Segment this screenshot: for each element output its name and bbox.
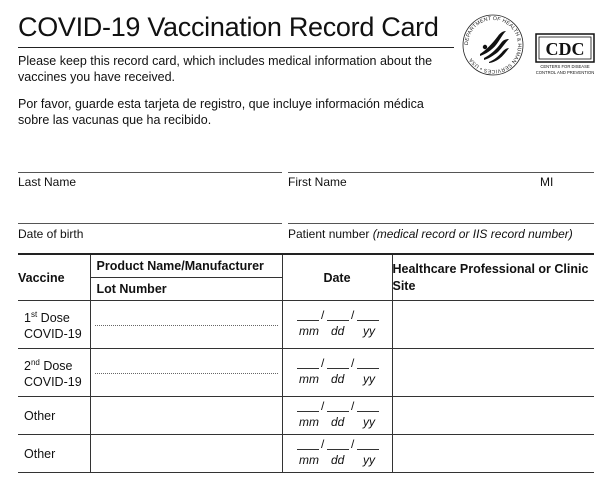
- vaccine-cell: Other: [18, 435, 90, 473]
- table-row: [18, 349, 594, 397]
- product-cell[interactable]: [90, 435, 282, 473]
- month-label: mm: [299, 324, 319, 338]
- product-cell[interactable]: [90, 349, 282, 397]
- hcp-cell[interactable]: [392, 435, 594, 473]
- intro-spanish: Por favor, guarde esta tarjeta de registro, que incluye información médica sobre las vacunas que ha recibido.: [18, 97, 424, 127]
- date-slash: /: [321, 399, 325, 413]
- hcp-cell[interactable]: [392, 349, 594, 397]
- date-slash: /: [351, 399, 355, 413]
- year-label: yy: [363, 415, 375, 429]
- dose-ordinal: 1: [24, 311, 31, 326]
- day-label: dd: [331, 324, 345, 338]
- date-entry[interactable]: [293, 306, 381, 340]
- date-slash: /: [351, 437, 355, 451]
- hhs-seal-text: DEPARTMENT OF HEALTH & HUMAN SERVICES • USA: [463, 15, 523, 75]
- date-slash: /: [321, 356, 325, 370]
- first-name-label: First Name: [288, 175, 347, 189]
- patient-number-line[interactable]: [288, 223, 594, 224]
- date-slash: /: [321, 308, 325, 322]
- lot-number-header-label: Lot Number: [96, 282, 167, 296]
- cdc-tagline-line2: CONTROL AND PREVENTION: [535, 70, 595, 75]
- dose-ordinal: 2: [24, 359, 31, 374]
- dob-line[interactable]: [18, 223, 282, 224]
- date-cell[interactable]: [282, 397, 392, 435]
- date-slash: /: [351, 308, 355, 322]
- product-cell[interactable]: [90, 397, 282, 435]
- vaccine-cell: [18, 349, 90, 397]
- title-divider: [18, 47, 454, 48]
- table-row: [18, 301, 594, 349]
- last-name-label: Last Name: [18, 175, 77, 189]
- patient-number-text: Patient number: [288, 227, 370, 241]
- dose-ordinal-suffix: nd: [30, 357, 40, 367]
- intro-english: Please keep this record card, which includes medical information about the vaccines you have received.: [18, 54, 433, 84]
- dose-label: Dose: [39, 359, 73, 374]
- middle-initial-label: MI: [540, 175, 554, 189]
- cdc-wordmark: CDC: [545, 39, 585, 59]
- patient-number-note: (medical record or IIS record number): [372, 227, 573, 241]
- date-slash: /: [321, 437, 325, 451]
- last-name-line[interactable]: [18, 172, 282, 173]
- vaccine-name: COVID-19: [24, 327, 82, 342]
- vaccine-cell: [18, 301, 90, 349]
- vaccine-column-header: Vaccine: [18, 254, 90, 301]
- patient-number-label: [288, 227, 573, 241]
- date-slash: /: [351, 356, 355, 370]
- year-label: yy: [363, 324, 375, 338]
- product-cell[interactable]: [90, 301, 282, 349]
- vaccine-name: COVID-19: [24, 375, 82, 390]
- vaccine-cell: Other: [18, 397, 90, 435]
- product-column-header: [90, 254, 282, 301]
- date-entry[interactable]: [293, 397, 381, 431]
- cdc-logo: [535, 33, 595, 77]
- hcp-cell[interactable]: [392, 397, 594, 435]
- hcp-column-header: Healthcare Professional or Clinic Site: [392, 254, 594, 301]
- hhs-seal-logo: [462, 14, 524, 76]
- month-label: mm: [299, 372, 319, 386]
- dose-label: Dose: [37, 311, 70, 326]
- month-label: mm: [299, 453, 319, 467]
- date-entry[interactable]: [293, 435, 381, 469]
- cdc-tagline-line1: CENTERS FOR DISEASE: [540, 64, 590, 69]
- day-label: dd: [331, 372, 345, 386]
- table-row: [18, 435, 594, 473]
- table-row: [18, 397, 594, 435]
- date-cell[interactable]: [282, 301, 392, 349]
- product-divider-dots: [95, 325, 278, 326]
- dose-ordinal-suffix: st: [30, 309, 38, 319]
- date-cell[interactable]: [282, 435, 392, 473]
- vaccination-table: [18, 253, 594, 473]
- product-divider-dots: [95, 373, 278, 374]
- first-name-line[interactable]: [288, 172, 594, 173]
- year-label: yy: [363, 372, 375, 386]
- dob-label: Date of birth: [18, 227, 84, 241]
- day-label: dd: [331, 415, 345, 429]
- year-label: yy: [363, 453, 375, 467]
- hcp-cell[interactable]: [392, 301, 594, 349]
- card-title: COVID-19 Vaccination Record Card: [18, 12, 439, 42]
- day-label: dd: [331, 453, 345, 467]
- product-header-label: Product Name/Manufacturer: [91, 255, 282, 278]
- date-cell[interactable]: [282, 349, 392, 397]
- date-column-header: Date: [282, 254, 392, 301]
- date-entry[interactable]: [293, 354, 381, 388]
- month-label: mm: [299, 415, 319, 429]
